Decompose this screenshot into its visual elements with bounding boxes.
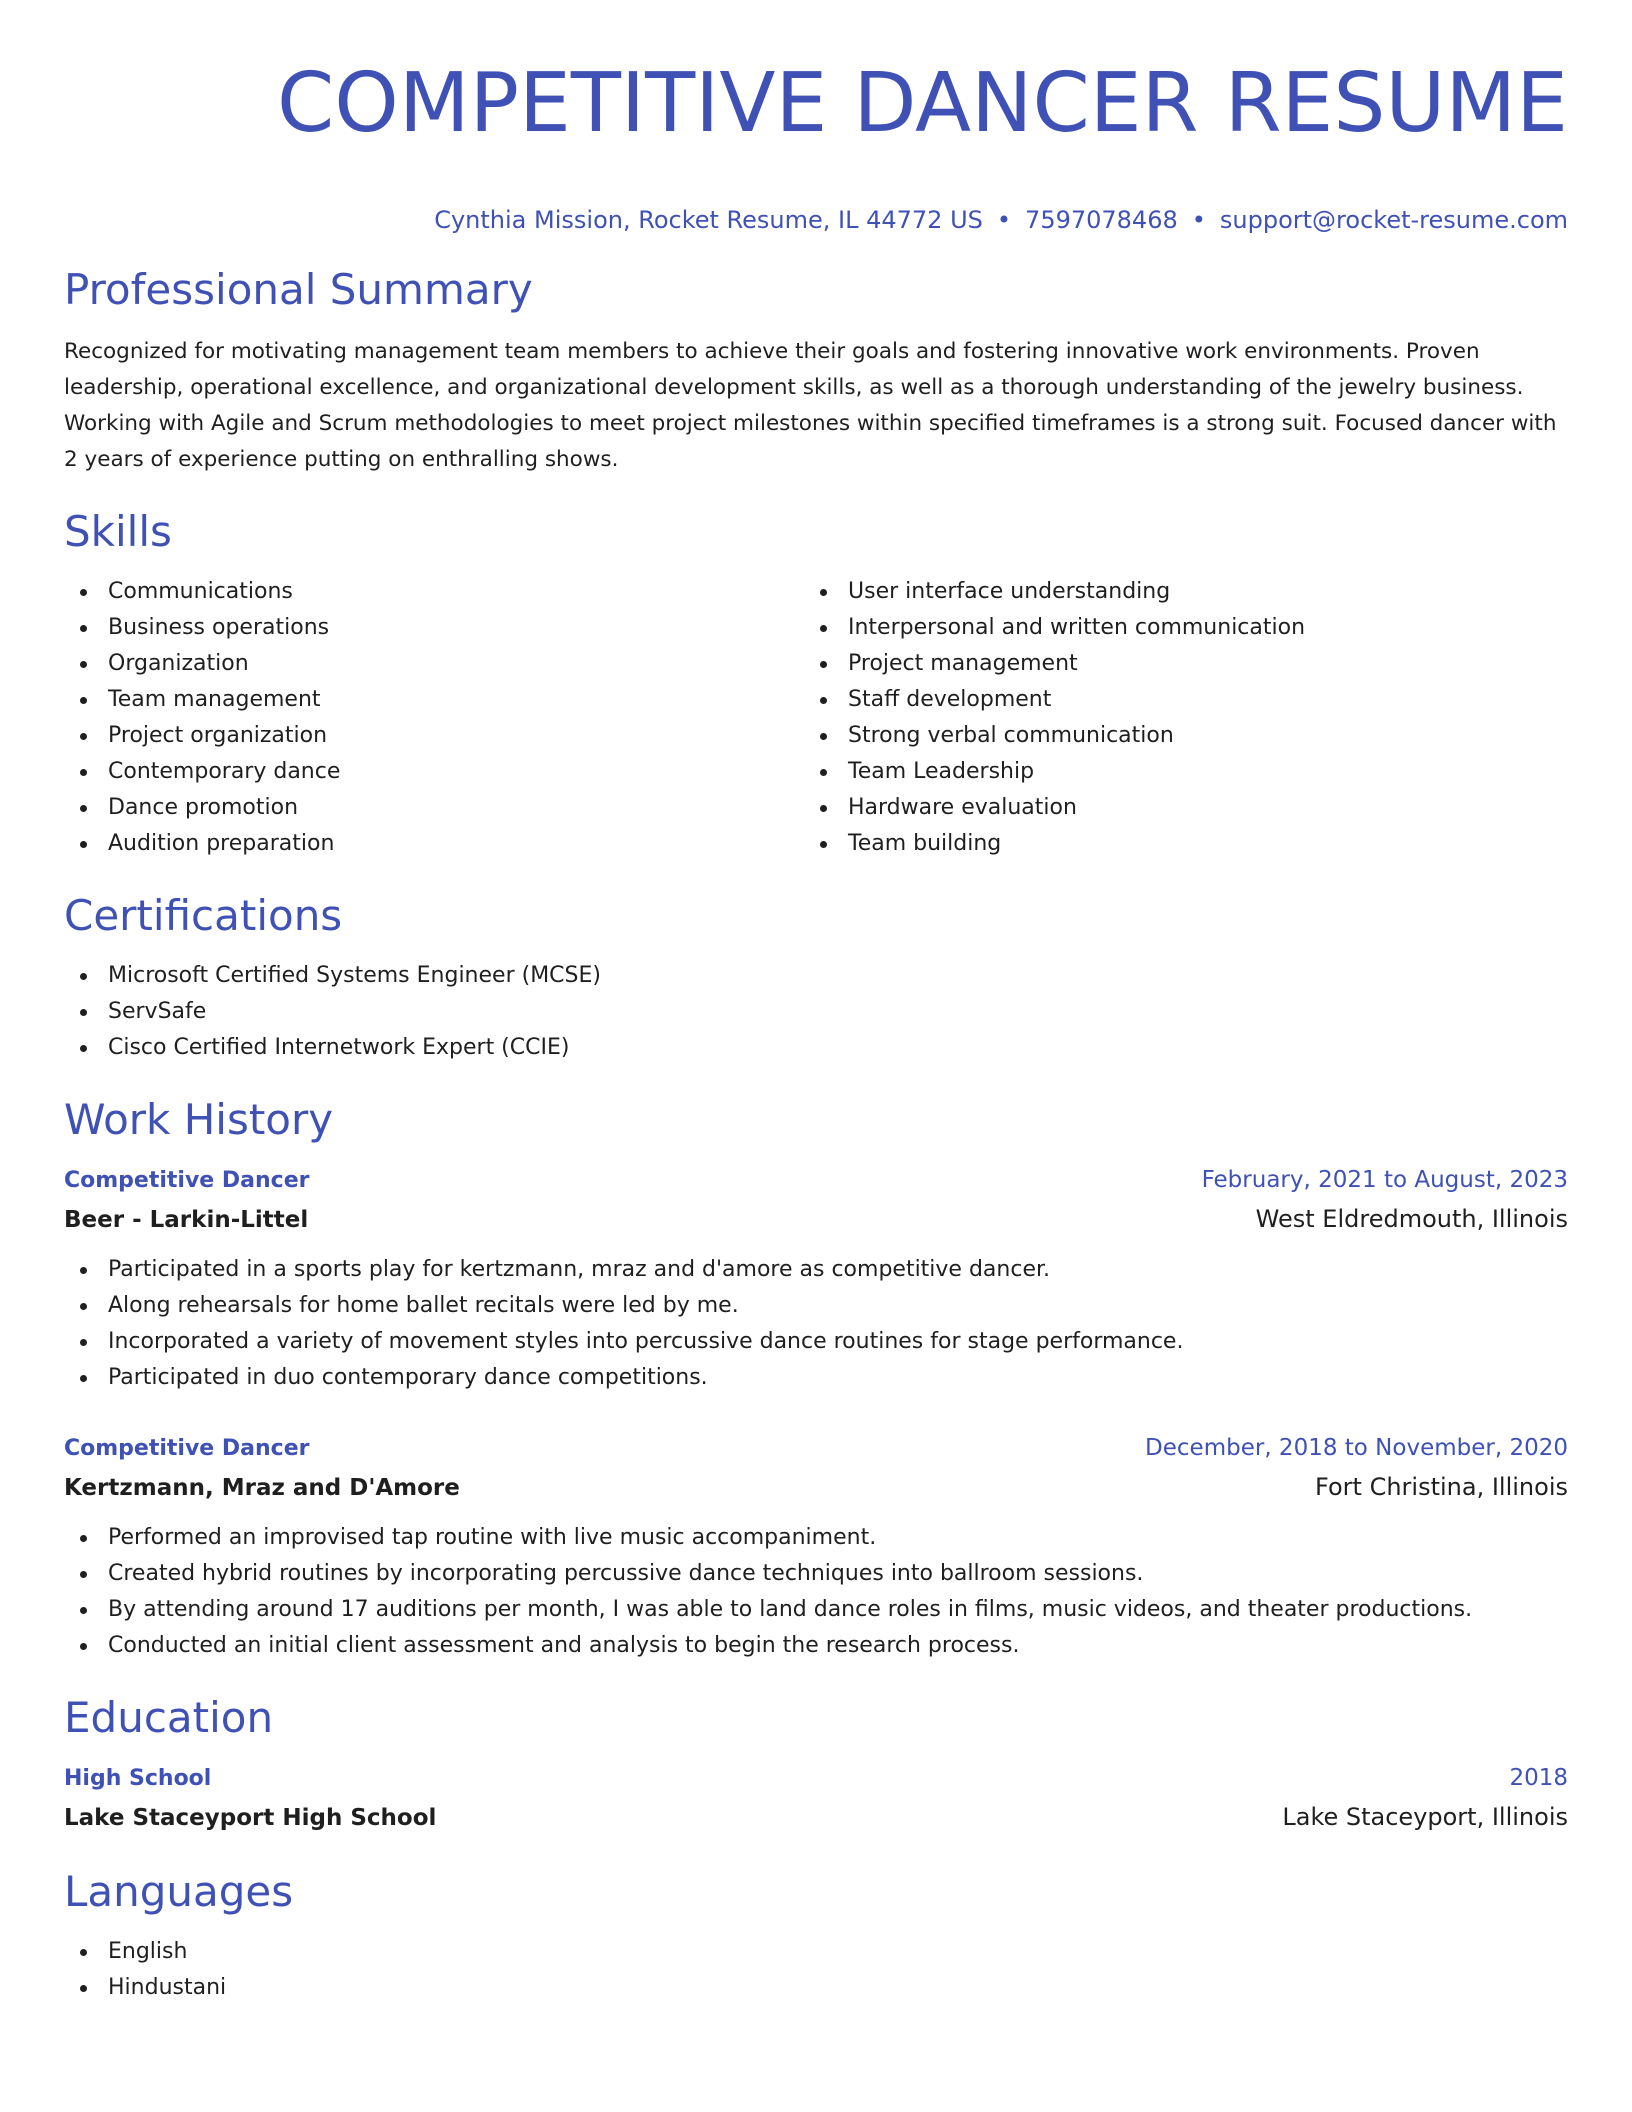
job-bullets bbox=[64, 1520, 1568, 1664]
summary-section bbox=[64, 264, 1568, 478]
job-location: Fort Christina, Illinois bbox=[1315, 1473, 1568, 1501]
job-company: Kertzmann, Mraz and D'Amore bbox=[64, 1475, 460, 1501]
contact-separator: • bbox=[996, 206, 1012, 234]
job-entry bbox=[64, 1430, 1568, 1664]
job-bullet: Along rehearsals for home ballet recitals were led by me. bbox=[64, 1288, 1568, 1324]
job-bullet: Participated in duo contemporary dance competitions. bbox=[64, 1360, 1568, 1396]
skills-heading: Skills bbox=[64, 507, 172, 556]
education-year: 2018 bbox=[1509, 1765, 1568, 1791]
skill-item: Staff development bbox=[804, 682, 1544, 718]
language-item: Hindustani bbox=[64, 1970, 1568, 2006]
job-bullet: Created hybrid routines by incorporating percussive dance techniques into ballroom sessions. bbox=[64, 1556, 1568, 1592]
education-school-row bbox=[64, 1797, 1568, 1838]
certification-item: ServSafe bbox=[64, 994, 1568, 1030]
skill-item: Hardware evaluation bbox=[804, 790, 1544, 826]
skill-item: Communications bbox=[64, 574, 804, 610]
skill-item: Project organization bbox=[64, 718, 804, 754]
skill-item: User interface understanding bbox=[804, 574, 1544, 610]
job-dates: February, 2021 to August, 2023 bbox=[1201, 1167, 1568, 1193]
contact-email: support@rocket-resume.com bbox=[1219, 206, 1568, 234]
job-company-row bbox=[64, 1467, 1568, 1508]
education-degree: High School bbox=[64, 1766, 212, 1791]
summary-heading: Professional Summary bbox=[64, 265, 533, 314]
summary-text: Recognized for motivating management team members to achieve their goals and fostering innovative work environments. Proven leadership, operational excellence, and organizational development skills, as well as a thorough understanding of the jewelry business. Working with Agile and Scrum methodologies to meet project milestones within specified timeframes is a strong suit. Focused dancer with 2 years of experience putting on enthralling shows. bbox=[64, 339, 1557, 472]
job-title-row bbox=[64, 1430, 1568, 1467]
education-degree-row bbox=[64, 1760, 1568, 1797]
skill-item: Strong verbal communication bbox=[804, 718, 1544, 754]
contact-phone: 7597078468 bbox=[1025, 206, 1178, 234]
job-company: Beer - Larkin-Littel bbox=[64, 1207, 309, 1233]
skill-item: Project management bbox=[804, 646, 1544, 682]
skills-column-right bbox=[804, 574, 1544, 862]
resume-title: COMPETITIVE DANCER RESUME bbox=[277, 56, 1568, 151]
job-bullet: Incorporated a variety of movement styles into percussive dance routines for stage performance. bbox=[64, 1324, 1568, 1360]
skill-item: Contemporary dance bbox=[64, 754, 804, 790]
job-title-row bbox=[64, 1162, 1568, 1199]
job-title: Competitive Dancer bbox=[64, 1436, 310, 1461]
education-location: Lake Staceyport, Illinois bbox=[1282, 1803, 1568, 1831]
skill-item: Dance promotion bbox=[64, 790, 804, 826]
skills-list-right bbox=[804, 574, 1544, 862]
certifications-section bbox=[64, 890, 1568, 1066]
contact-line bbox=[64, 204, 1568, 236]
job-title: Competitive Dancer bbox=[64, 1168, 310, 1193]
contact-address: Cynthia Mission, Rocket Resume, IL 44772 US bbox=[434, 206, 983, 234]
work-history-heading: Work History bbox=[64, 1095, 334, 1144]
certification-item: Cisco Certified Internetwork Expert (CCIE) bbox=[64, 1030, 1568, 1066]
skills-grid bbox=[64, 574, 1568, 862]
education-heading: Education bbox=[64, 1693, 274, 1742]
skills-list-left bbox=[64, 574, 804, 862]
job-dates: December, 2018 to November, 2020 bbox=[1145, 1435, 1568, 1461]
education-entry bbox=[64, 1760, 1568, 1838]
contact-separator: • bbox=[1191, 206, 1206, 234]
job-bullet: Participated in a sports play for kertzmann, mraz and d'amore as competitive dancer. bbox=[64, 1252, 1568, 1288]
certifications-heading: Certifications bbox=[64, 891, 343, 940]
certifications-list bbox=[64, 958, 1568, 1066]
skill-item: Business operations bbox=[64, 610, 804, 646]
languages-list bbox=[64, 1934, 1568, 2006]
job-company-row bbox=[64, 1199, 1568, 1240]
certification-item: Microsoft Certified Systems Engineer (MCSE) bbox=[64, 958, 1568, 994]
language-item: English bbox=[64, 1934, 1568, 1970]
skill-item: Interpersonal and written communication bbox=[804, 610, 1544, 646]
job-bullets bbox=[64, 1252, 1568, 1396]
languages-section bbox=[64, 1866, 1568, 2006]
job-bullet: By attending around 17 auditions per month, I was able to land dance roles in films, music videos, and theater productions. bbox=[64, 1592, 1568, 1628]
job-location: West Eldredmouth, Illinois bbox=[1255, 1205, 1568, 1233]
work-history-section bbox=[64, 1094, 1568, 1664]
job-entry bbox=[64, 1162, 1568, 1396]
languages-heading: Languages bbox=[64, 1867, 294, 1916]
skill-item: Audition preparation bbox=[64, 826, 804, 862]
skill-item: Organization bbox=[64, 646, 804, 682]
education-school: Lake Staceyport High School bbox=[64, 1805, 437, 1831]
skill-item: Team management bbox=[64, 682, 804, 718]
skills-section bbox=[64, 506, 1568, 862]
job-bullet: Conducted an initial client assessment and analysis to begin the research process. bbox=[64, 1628, 1568, 1664]
education-section bbox=[64, 1692, 1568, 1838]
skill-item: Team Leadership bbox=[804, 754, 1544, 790]
job-bullet: Performed an improvised tap routine with live music accompaniment. bbox=[64, 1520, 1568, 1556]
skill-item: Team building bbox=[804, 826, 1544, 862]
skills-column-left bbox=[64, 574, 804, 862]
